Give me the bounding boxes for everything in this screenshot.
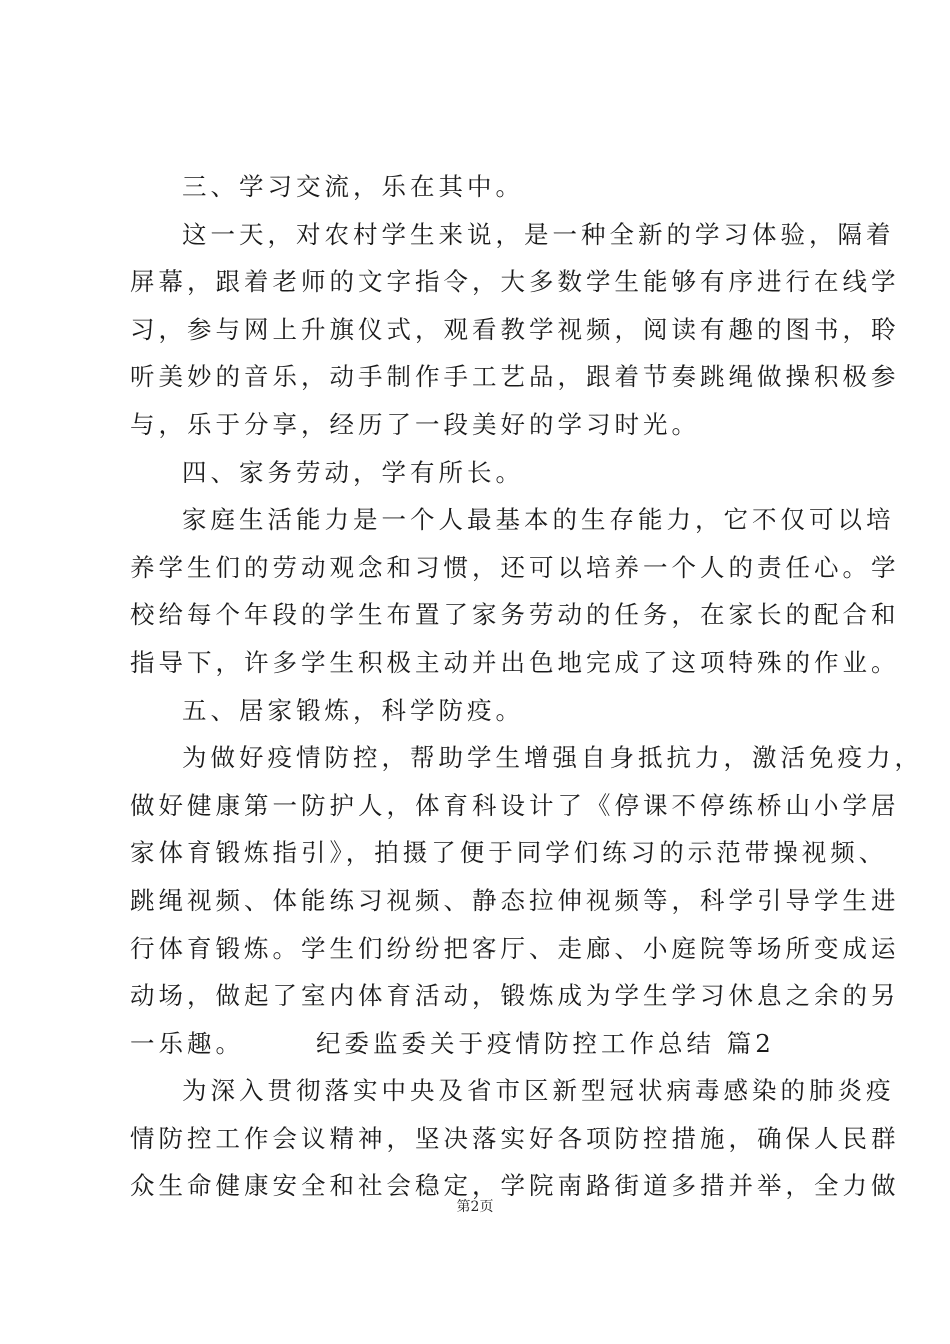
paragraph-line: 听美妙的音乐，动手制作手工艺品，跟着节奏跳绳做操积极参 — [130, 362, 900, 392]
paragraph-line: 家庭生活能力是一个人最基本的生存能力，它不仅可以培 — [182, 505, 895, 535]
paragraph-line: 动场，做起了室内体育活动，锻炼成为学生学习休息之余的另 — [130, 981, 900, 1011]
body-text — [130, 163, 923, 1210]
paragraph-line: 情防控工作会议精神，坚决落实好各项防控措施，确保人民群 — [130, 1123, 900, 1153]
paragraph-line: 行体育锻炼。学生们纷纷把客厅、走廊、小庭院等场所变成运 — [130, 933, 900, 963]
paragraph-line: 习，参与网上升旗仪式，观看教学视频，阅读有趣的图书，聆 — [130, 314, 900, 344]
paragraph-line: 养学生们的劳动观念和习惯，还可以培养一个人的责任心。学 — [130, 552, 900, 582]
paragraph-line: 众生命健康安全和社会稳定，学院南路街道多措并举，全力做 — [130, 1171, 900, 1201]
paragraph-line: 校给每个年段的学生布置了家务劳动的任务，在家长的配合和 — [130, 600, 900, 630]
section-heading-4: 四、家务劳动，学有所长。 — [182, 457, 524, 487]
section-heading-3: 三、学习交流，乐在其中。 — [182, 172, 524, 201]
paragraph-line: 跳绳视频、体能练习视频、静态拉伸视频等，科学引导学生进 — [130, 885, 900, 915]
paragraph-line: 屏幕，跟着老师的文字指令，大多数学生能够有序进行在线学 — [130, 267, 900, 297]
paragraph-line: 为深入贯彻落实中央及省市区新型冠状病毒感染的肺炎疫 — [182, 1076, 895, 1106]
section-heading-5: 五、居家锻炼，科学防疫。 — [182, 695, 524, 725]
paragraph-line: 家体育锻炼指引》，拍摄了便于同学们练习的示范带操视频、 — [130, 838, 888, 868]
paragraph-line: 为做好疫情防控，帮助学生增强自身抵抗力，激活免疫力， — [182, 743, 923, 773]
page-number: 第2页 — [456, 1199, 494, 1215]
paragraph-line-with-heading — [130, 1020, 820, 1068]
paragraph-line: 与，乐于分享，经历了一段美好的学习时光。 — [130, 409, 700, 439]
paragraph-line: 做好健康第一防护人，体育科设计了《停课不停练桥山小学居 — [130, 790, 900, 820]
paragraph-tail: 一乐趣。 — [130, 1028, 244, 1058]
paragraph-line: 指导下，许多学生积极主动并出色地完成了这项特殊的作业。 — [130, 647, 900, 677]
article-title: 纪委监委关于疫情防控工作总结 篇2 — [316, 1028, 775, 1058]
paragraph-line: 这一天，对农村学生来说，是一种全新的学习体验，隔着 — [182, 219, 895, 249]
